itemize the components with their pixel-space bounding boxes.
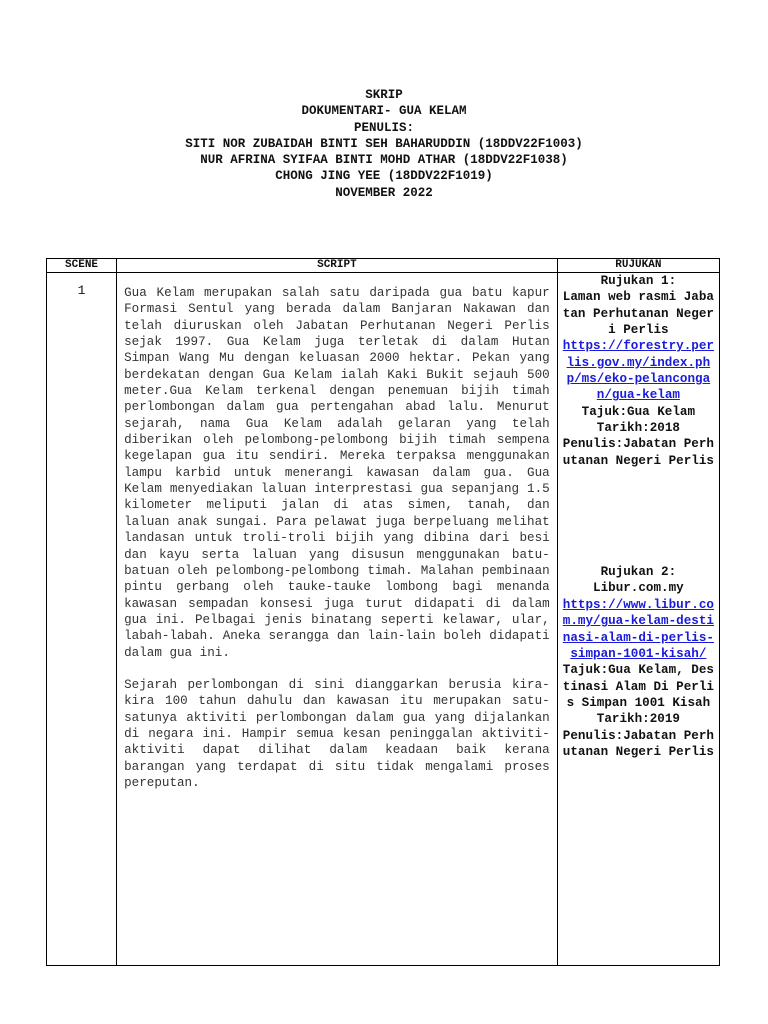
table-header-row [47,259,720,273]
header-reference: RUJUKAN [557,259,719,273]
script-paragraph: Gua Kelam merupakan salah satu daripada gua batu kapur Formasi Sentul yang berada dalam Banjaran Nakawan dan telah diuruskan oleh Jabatan Perhutanan Negeri Perlis sejak 1997. Gua Kelam juga terletak di dalam Hutan Simpan Wang Mu dengan keluasan 2000 hektar. Pekan yang berdekatan dengan Gua Kelam ialah Kaki Bukit sejauh 500 meter.Gua Kelam terkenal dengan penemuan bijih timah perlombongan dalam gua pertengahan abad lalu. Menurut sejarah, nama Gua Kelam adalah gelaran yang telah diberikan oleh pelombong-pelombong bijih timah sempena kegelapan gua itu sendiri. Mereka terpaksa menggunakan lampu karbid untuk menerangi kawasan dalam gua. Gua Kelam menyediakan laluan interprestasi gua sepanjang 1.5 kilometer meliputi jalan di atas simen, tanah, dan laluan anak sungai. Para pelawat juga berpeluang melihat landasan untuk troli-troli bijih yang dibina dari besi dan kayu serta laluan yang disusun menggunakan batu-batuan oleh pelombong-pelombong timah. Malahan pembinaan pintu gerbang oleh tauke-tauke lombong bagi menanda kawasan sempadan konsesi juga turut didapati di dalam gua ini. Pelbagai jenis binatang seperti kelawar, ular, labah-labah. Aneka serangga dan lain-lain boleh didapati dalam gua ini. [124,286,550,660]
reference-2 [560,564,717,760]
writers-label: PENULIS: [353,120,414,135]
reference-label: Rujukan 2: [600,565,677,580]
reference-source: Laman web rasmi Jabatan Perhutanan Negeri Perlis [562,290,714,338]
reference-author: Penulis:Jabatan Perhutanan Negeri Perlis [562,728,714,759]
writer-3: CHONG JING YEE (18DDV22F1019) [275,169,493,184]
reference-title: Tajuk:Gua Kelam, Destinasi Alam Di Perlis Simpan 1001 Kisah [562,663,714,710]
script-table [46,258,720,966]
writer-2: NUR AFRINA SYIFAA BINTI MOHD ATHAR (18DDV22F1038) [200,153,568,168]
reference-date: Tarikh:2019 [596,712,680,727]
table-row [47,273,720,966]
document-header [0,87,768,201]
reference-link[interactable]: https://www.libur.com.my/gua-kelam-destinasi-alam-di-perlis-simpan-1001-kisah/ [562,597,714,661]
reference-1 [560,273,717,469]
reference-label: Rujukan 1: [600,274,677,288]
reference-cell [557,273,719,966]
reference-date: Tarikh:2018 [596,421,680,436]
doc-date: NOVEMBER 2022 [335,185,433,200]
header-script: SCRIPT [117,259,558,273]
doc-subtitle: DOKUMENTARI- GUA KELAM [301,104,467,119]
reference-link[interactable]: https://forestry.perlis.gov.my/index.php/ms/eko-pelancongan/gua-kelam [562,339,714,403]
header-scene: SCENE [47,259,117,273]
script-cell [117,273,558,966]
reference-author: Penulis:Jabatan Perhutanan Negeri Perlis [562,437,714,468]
script-paragraph: Sejarah perlombongan di sini dianggarkan berusia kira-kira 100 tahun dahulu dan kawasan itu merupakan satu-satunya aktiviti perlombongan dalam gua yang dijalankan di negara ini. Hampir semua kesan peninggalan aktiviti-aktiviti dapat dilihat dalam keadaan baik kerana barangan yang terdapat di situ tidak mengalami proses pereputan. [124,677,550,790]
scene-number: 1 [47,273,117,966]
reference-source: Libur.com.my [593,581,684,596]
doc-title: SKRIP [365,88,403,102]
reference-title: Tajuk:Gua Kelam [581,404,696,419]
writer-1: SITI NOR ZUBAIDAH BINTI SEH BAHARUDDIN (18DDV22F1003) [185,136,583,151]
